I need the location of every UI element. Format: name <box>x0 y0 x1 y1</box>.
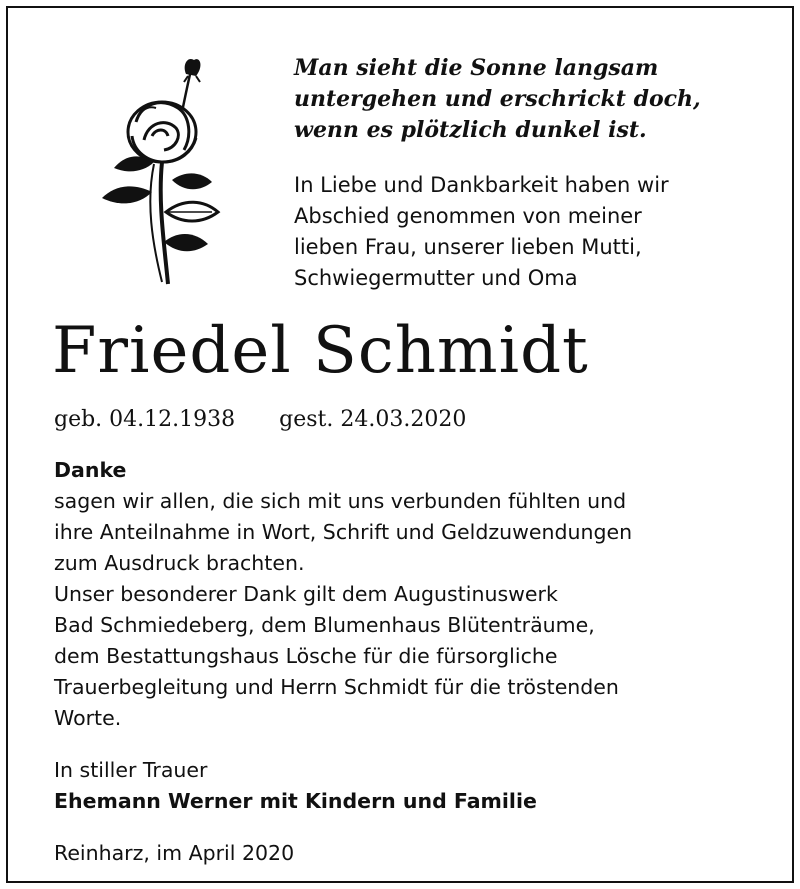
death-date: gest. 24.03.2020 <box>279 407 467 432</box>
family-signature: Ehemann Werner mit Kindern und Familie <box>54 789 537 813</box>
thanks-line: zum Ausdruck brachten. <box>54 551 305 575</box>
intro-line: Abschied genommen von meiner <box>294 204 642 228</box>
thanks-line: Bad Schmiedeberg, dem Blumenhaus Blütenträume, <box>54 613 595 637</box>
thanks-section <box>54 455 774 869</box>
poem <box>294 53 774 146</box>
thanks-line: sagen wir allen, die sich mit uns verbunden fühlten und <box>54 489 627 513</box>
mourning-line: In stiller Trauer <box>54 758 208 782</box>
intro-line: Schwiegermutter und Oma <box>294 266 578 290</box>
poem-line: Man sieht die Sonne langsam <box>294 55 659 81</box>
place-date: Reinharz, im April 2020 <box>54 841 295 865</box>
intro-text <box>294 170 794 294</box>
thanks-line: Trauerbegleitung und Herrn Schmidt für die tröstenden <box>54 675 619 699</box>
deceased-name: Friedel Schmidt <box>52 314 589 388</box>
thanks-line: dem Bestattungshaus Lösche für die fürsorgliche <box>54 644 558 668</box>
rose-icon <box>92 52 228 292</box>
intro-line: In Liebe und Dankbarkeit haben wir <box>294 173 669 197</box>
poem-line: untergehen und erschrickt doch, <box>294 86 701 112</box>
intro-line: lieben Frau, unserer lieben Mutti, <box>294 235 642 259</box>
thanks-line: Worte. <box>54 706 122 730</box>
thanks-line: Unser besonderer Dank gilt dem Augustinuswerk <box>54 582 558 606</box>
thanks-line: ihre Anteilnahme in Wort, Schrift und Geldzuwendungen <box>54 520 633 544</box>
thanks-heading: Danke <box>54 458 127 482</box>
obituary-notice <box>6 6 794 883</box>
birth-date: geb. 04.12.1938 <box>54 407 236 432</box>
poem-line: wenn es plötzlich dunkel ist. <box>294 117 647 143</box>
life-dates <box>54 403 466 437</box>
